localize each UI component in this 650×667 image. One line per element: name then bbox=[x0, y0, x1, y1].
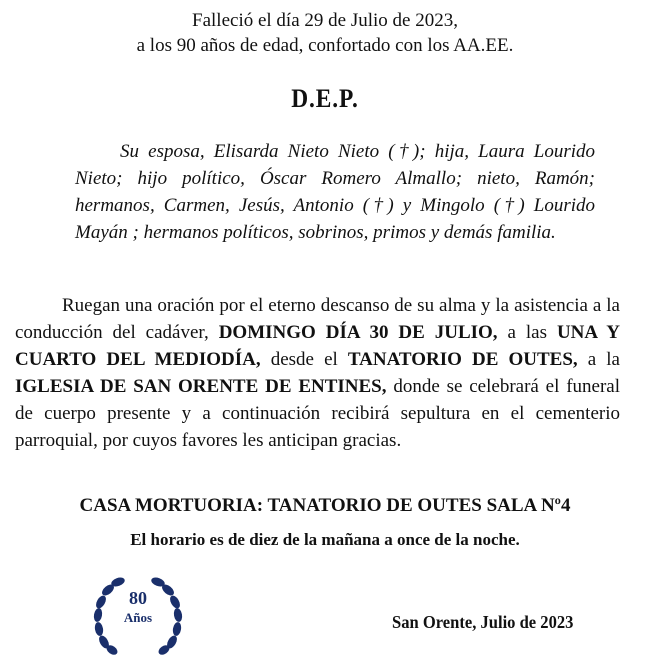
anniversary-laurel-emblem bbox=[88, 572, 188, 662]
prayer-text-3: desde el bbox=[270, 349, 338, 370]
prayer-text-2: a las bbox=[507, 322, 547, 343]
family-paragraph bbox=[75, 138, 595, 246]
prayer-time: UNA Y CUARTO DEL MEDIODÍA, bbox=[15, 322, 621, 370]
prayer-origin: TANATORIO DE OUTES, bbox=[347, 349, 578, 370]
prayer-text-5: donde se celebrará el funeral de cuerpo presente y a continuación recibirá sepultura en el cementerio parroquial, por cuyos favores les anticipan gracias. bbox=[15, 376, 620, 451]
emblem-label: Años bbox=[123, 610, 153, 625]
prayer-text-4: a la bbox=[587, 349, 620, 370]
prayer-date: DOMINGO DÍA 30 DE JULIO, bbox=[218, 322, 498, 343]
casa-mortuoria-line: CASA MORTUORIA: TANATORIO DE OUTES SALA Nº4 bbox=[79, 495, 571, 516]
death-date-line: Falleció el día 29 de Julio de 2023, bbox=[192, 10, 458, 31]
prayer-text-1: Ruegan una oración por el eterno descanso de su alma y la asistencia a la conducción del cadáver, bbox=[15, 295, 620, 343]
place-date-signoff: San Orente, Julio de 2023 bbox=[392, 612, 574, 632]
prayer-church: IGLESIA DE SAN ORENTE DE ENTINES, bbox=[15, 376, 387, 397]
age-line: a los 90 años de edad, confortado con los AA.EE. bbox=[136, 35, 514, 56]
emblem-number: 80 bbox=[129, 588, 147, 608]
dep-heading: D.E.P. bbox=[291, 84, 359, 113]
visiting-hours-line: El horario es de diez de la mañana a once de la noche. bbox=[130, 530, 520, 549]
family-text: Su esposa, Elisarda Nieto Nieto (†); hija, Laura Lourido Nieto; hijo político, Óscar Romero Almallo; nieto, Ramón; hermanos, Carmen, Jesús, Antonio (†) y Mingolo (†) Lourido Mayán ; hermanos políticos, sobrinos, primos y demás familia. bbox=[75, 141, 595, 243]
death-notice-header bbox=[0, 8, 650, 58]
prayer-paragraph bbox=[15, 292, 620, 454]
